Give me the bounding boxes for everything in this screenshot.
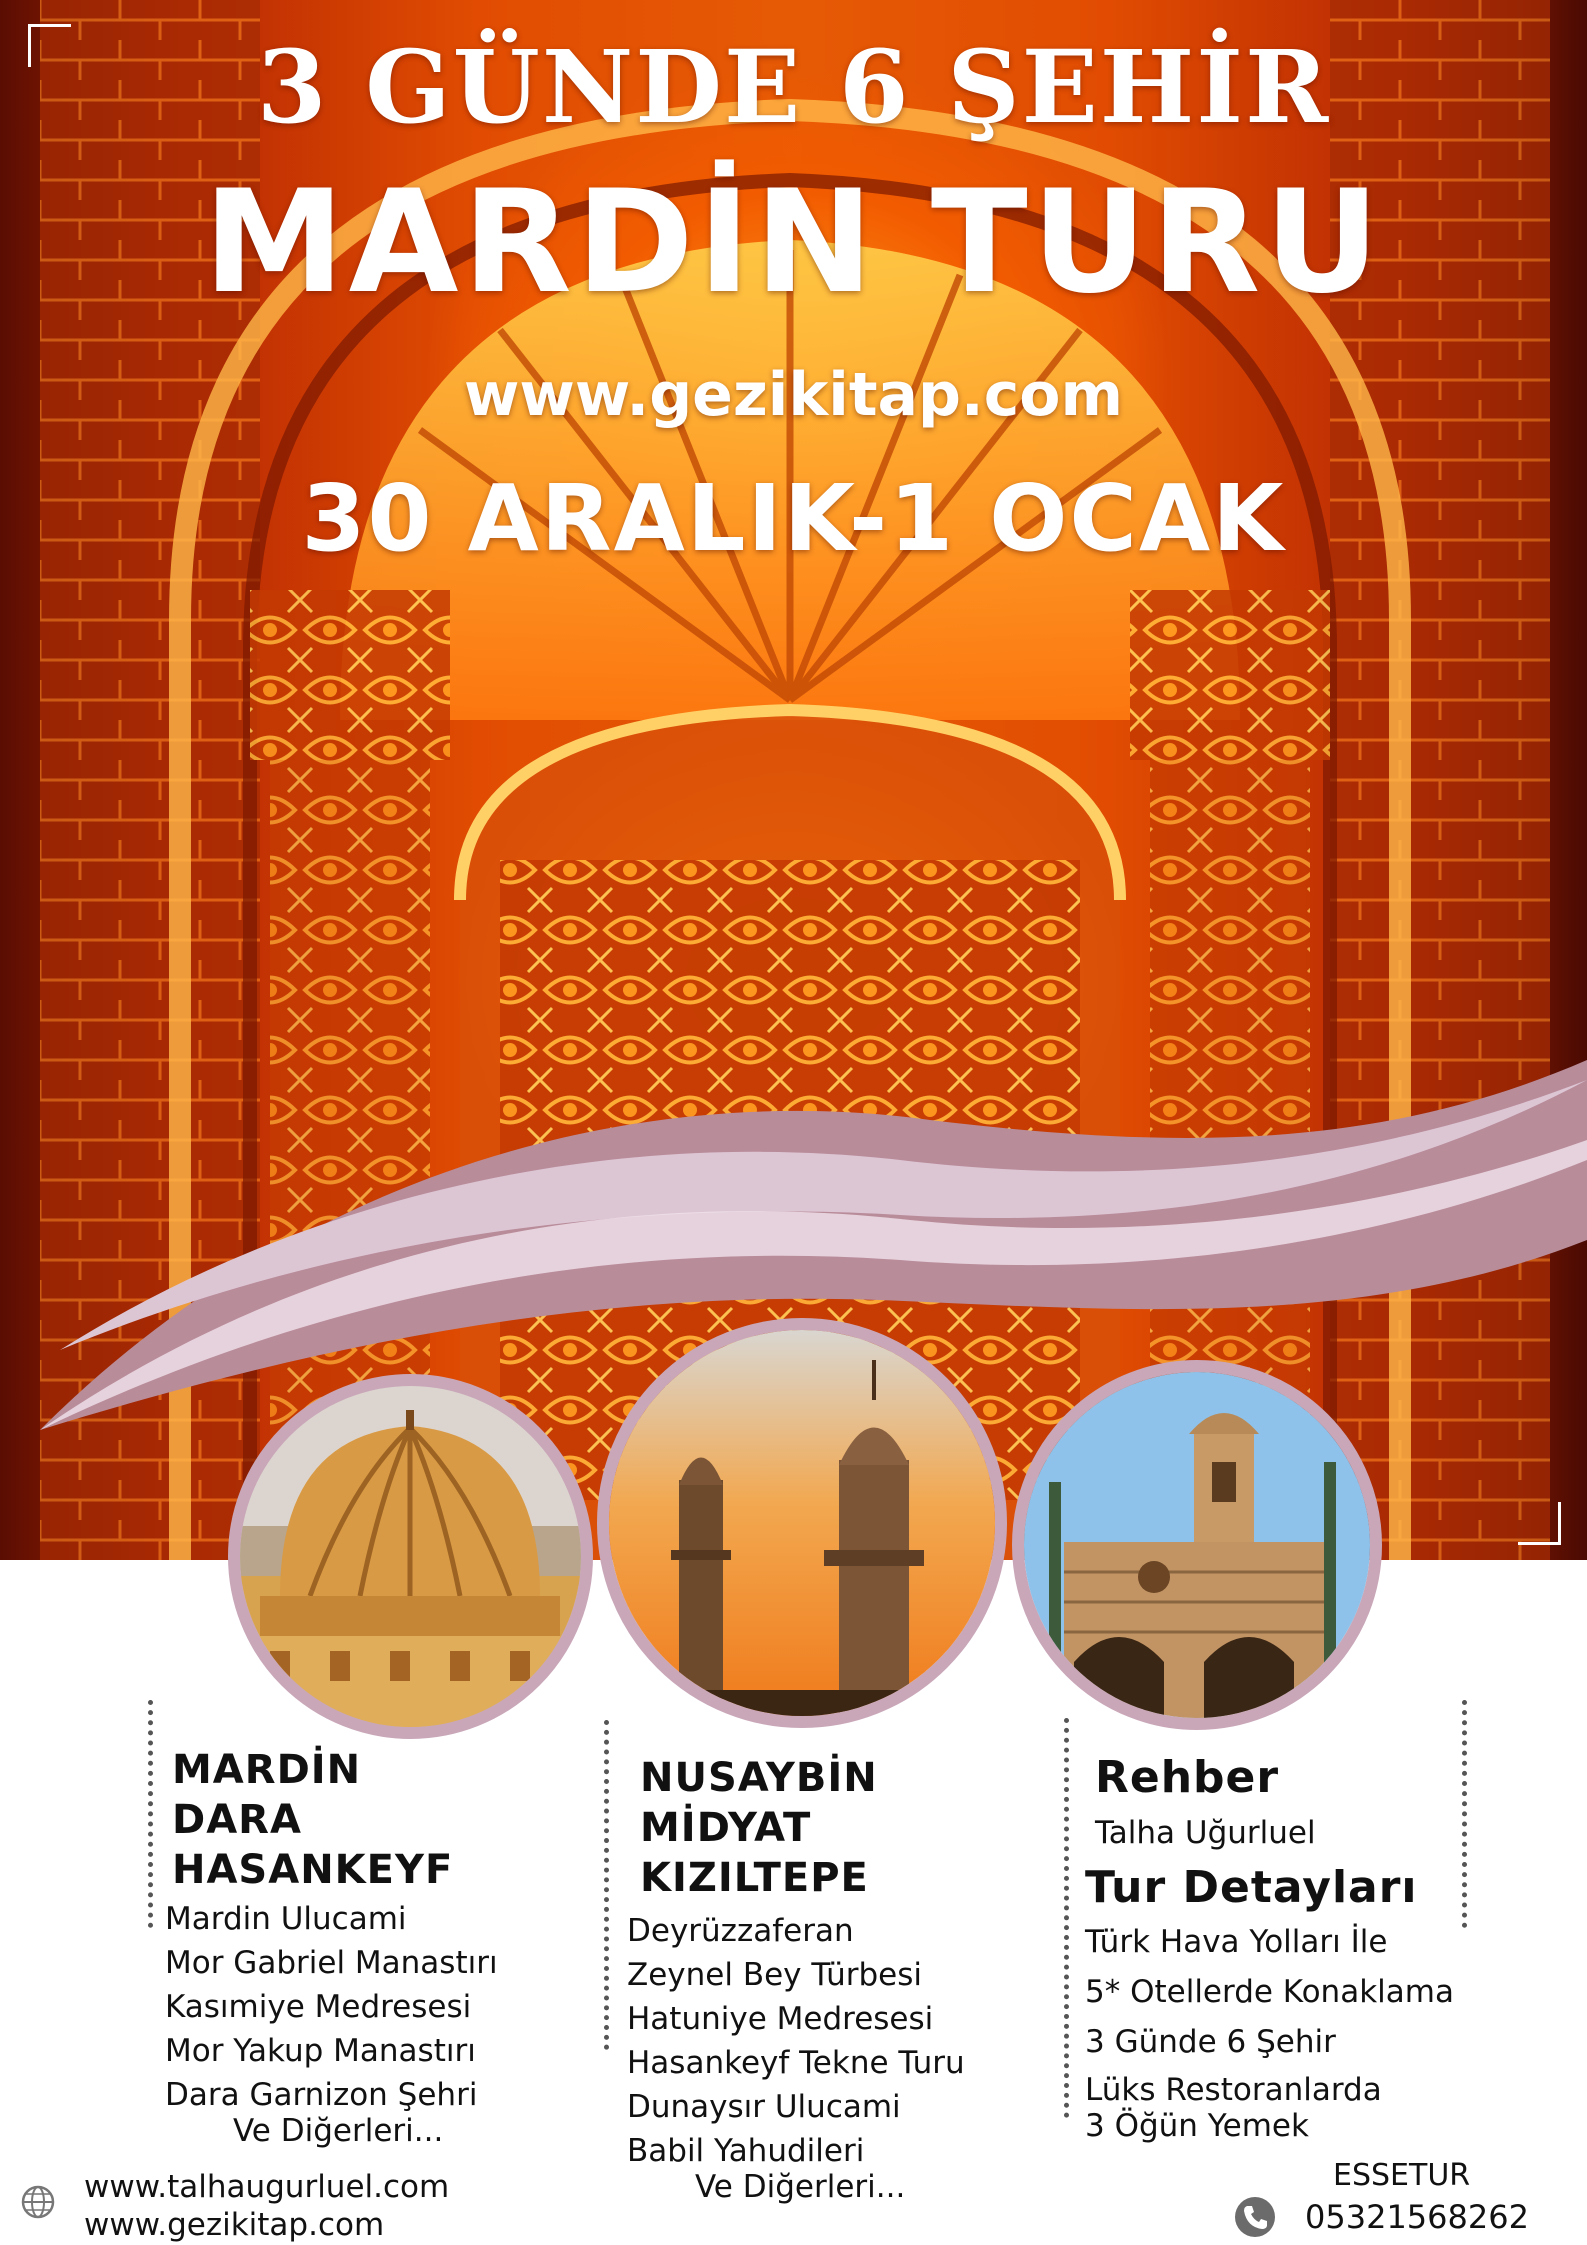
column-2-heading bbox=[640, 1753, 965, 1903]
list-item: Dunaysır Ulucami bbox=[627, 2089, 901, 2125]
guide-name: Talha Uğurluel bbox=[1095, 1815, 1316, 1851]
list-item: Deyrüzzaferan bbox=[627, 1913, 854, 1949]
footer-link[interactable]: www.gezikitap.com bbox=[84, 2207, 385, 2243]
list-item: Babil Yahudileri bbox=[627, 2133, 865, 2169]
separator-dotted-1 bbox=[148, 1700, 153, 1928]
detail-item: Lüks Restoranlarda bbox=[1085, 2072, 1382, 2108]
heading-line: KIZILTEPE bbox=[640, 1855, 869, 1901]
company-name: ESSETUR bbox=[1333, 2158, 1471, 2193]
separator-dotted-4 bbox=[1462, 1700, 1467, 1928]
phone-number[interactable]: 05321568262 bbox=[1305, 2198, 1529, 2236]
separator-dotted-3 bbox=[1064, 1718, 1069, 2118]
list-item-more: Ve Diğerleri... bbox=[233, 2113, 444, 2149]
tour-dates: 30 ARALIK-1 OCAK bbox=[301, 465, 1286, 572]
poster-website[interactable]: www.gezikitap.com bbox=[463, 360, 1124, 430]
poster-subtitle: 3 GÜNDE 6 ŞEHİR bbox=[256, 28, 1331, 146]
list-item: Mor Yakup Manastırı bbox=[165, 2033, 476, 2069]
itinerary-column-1 bbox=[165, 1745, 498, 2149]
heading-line: HASANKEYF bbox=[172, 1847, 454, 1893]
globe-icon bbox=[20, 2184, 56, 2220]
heading-line: MARDİN bbox=[172, 1747, 362, 1793]
footer-link[interactable]: www.talhaugurluel.com bbox=[84, 2169, 450, 2205]
photo-circle-dome bbox=[228, 1374, 593, 1739]
heading-line: NUSAYBİN bbox=[640, 1755, 878, 1801]
list-item-more: Ve Diğerleri... bbox=[695, 2169, 906, 2205]
footer-websites bbox=[84, 2168, 449, 2244]
detail-item: Türk Hava Yolları İle bbox=[1085, 1924, 1388, 1960]
tour-details-title: Tur Detayları bbox=[1085, 1862, 1418, 1913]
itinerary-column-2 bbox=[627, 1753, 965, 2205]
list-item: Kasımiye Medresesi bbox=[165, 1989, 472, 2025]
phone-icon bbox=[1233, 2195, 1277, 2239]
column-1-heading bbox=[172, 1745, 498, 1895]
corner-mark-bottom-right bbox=[1518, 1502, 1561, 1545]
list-item: Zeynel Bey Türbesi bbox=[627, 1957, 922, 1993]
detail-item-continuation: 3 Öğün Yemek bbox=[1085, 2108, 1309, 2144]
list-item: Mor Gabriel Manastırı bbox=[165, 1945, 498, 1981]
poster-title: MARDİN TURU bbox=[203, 160, 1384, 325]
detail-item: 3 Günde 6 Şehir bbox=[1085, 2024, 1336, 2060]
photo-circle-minarets bbox=[597, 1318, 1007, 1728]
separator-dotted-2 bbox=[604, 1720, 609, 2050]
detail-item: 5* Otellerde Konaklama bbox=[1085, 1974, 1454, 2010]
heading-line: MİDYAT bbox=[640, 1805, 812, 1851]
tour-info-column bbox=[1085, 1752, 1454, 2144]
list-item: Mardin Ulucami bbox=[165, 1901, 407, 1937]
list-item: Hasankeyf Tekne Turu bbox=[627, 2045, 965, 2081]
photo-circle-church bbox=[1012, 1360, 1382, 1730]
heading-line: DARA bbox=[172, 1797, 302, 1843]
list-item: Hatuniye Medresesi bbox=[627, 2001, 934, 2037]
list-item: Dara Garnizon Şehri bbox=[165, 2077, 478, 2113]
guide-title: Rehber bbox=[1095, 1752, 1280, 1803]
